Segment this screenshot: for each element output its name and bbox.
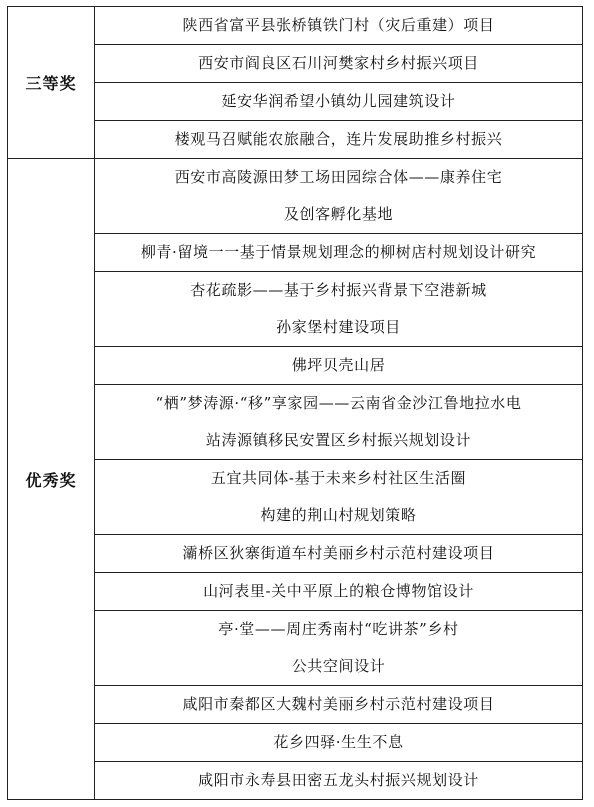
project-name-line: 及创客孵化基地 [283,205,394,223]
project-name-line: 构建的荆山村规划策略 [260,506,417,524]
project-name-cell [95,234,583,272]
project-name-cell [95,460,583,535]
table-row [8,83,583,121]
project-name-line: 杏花疏影——基于乡村振兴背景下空港新城 [190,281,487,299]
table-row [8,7,583,45]
project-name-cell [95,347,583,385]
project-name-line: 西安市阎良区石川河樊家村乡村振兴项目 [198,54,479,72]
project-name-line: 站涛源镇移民安置区乡村振兴规划设计 [205,431,472,449]
table-row [8,724,583,762]
table-row [8,45,583,83]
project-name-line: 五宜共同体-基于未来乡村社区生活圈 [210,469,467,487]
project-name-cell [95,159,583,234]
project-name-cell [95,7,583,45]
project-name-line: 西安市高陵源田梦工场田园综合体——康养住宅 [174,168,503,186]
project-name-cell [95,535,583,573]
project-name-cell [95,83,583,121]
project-name-line: 延安华润希望小镇幼儿园建筑设计 [221,92,456,110]
project-name-line: 亭·堂——周庄秀南村“吃讲茶”乡村 [218,620,459,638]
project-name-cell [95,385,583,460]
awards-table [7,6,583,800]
table-row [8,385,583,460]
project-name-cell [95,121,583,159]
table-row [8,535,583,573]
project-name-line: 陕西省富平县张桥镇铁门村（灾后重建）项目 [182,16,495,34]
project-name-cell [95,272,583,347]
table-row [8,234,583,272]
project-name-line: 柳青·留境一一基于情景规划理念的柳树店村规划设计研究 [140,243,537,261]
project-name-line: 灞桥区狄寨街道车村美丽乡村示范村建设项目 [182,544,495,562]
project-name-cell [95,45,583,83]
project-name-line: 楼观马召赋能农旅融合，连片发展助推乡村振兴 [174,130,503,148]
table-row [8,686,583,724]
project-name-line: 咸阳市秦都区大魏村美丽乡村示范村建设项目 [182,695,495,713]
project-name-cell [95,686,583,724]
project-name-line: “栖”梦涛源·“移”享家园——云南省金沙江鲁地拉水电 [155,394,522,412]
table-row [8,347,583,385]
award-category: 三等奖 [8,7,95,159]
table-row [8,121,583,159]
table-row [8,573,583,611]
project-name-line: 公共空间设计 [291,657,386,675]
project-name-cell [95,611,583,686]
table-row [8,762,583,800]
project-name-cell [95,762,583,800]
table-row [8,159,583,234]
table-row [8,460,583,535]
project-name-cell [95,573,583,611]
award-category: 优秀奖 [8,159,95,800]
table-row [8,272,583,347]
project-name-cell [95,724,583,762]
awards-table-body [8,7,583,800]
project-name-line: 咸阳市永寿县田密五龙头村振兴规划设计 [198,771,479,789]
project-name-line: 花乡四驿·生生不息 [273,733,404,751]
project-name-line: 佛坪贝壳山居 [291,356,386,374]
project-name-line: 孙家堡村建设项目 [276,318,401,336]
project-name-line: 山河表里-关中平原上的粮仓博物馆设计 [203,582,474,600]
table-row [8,611,583,686]
